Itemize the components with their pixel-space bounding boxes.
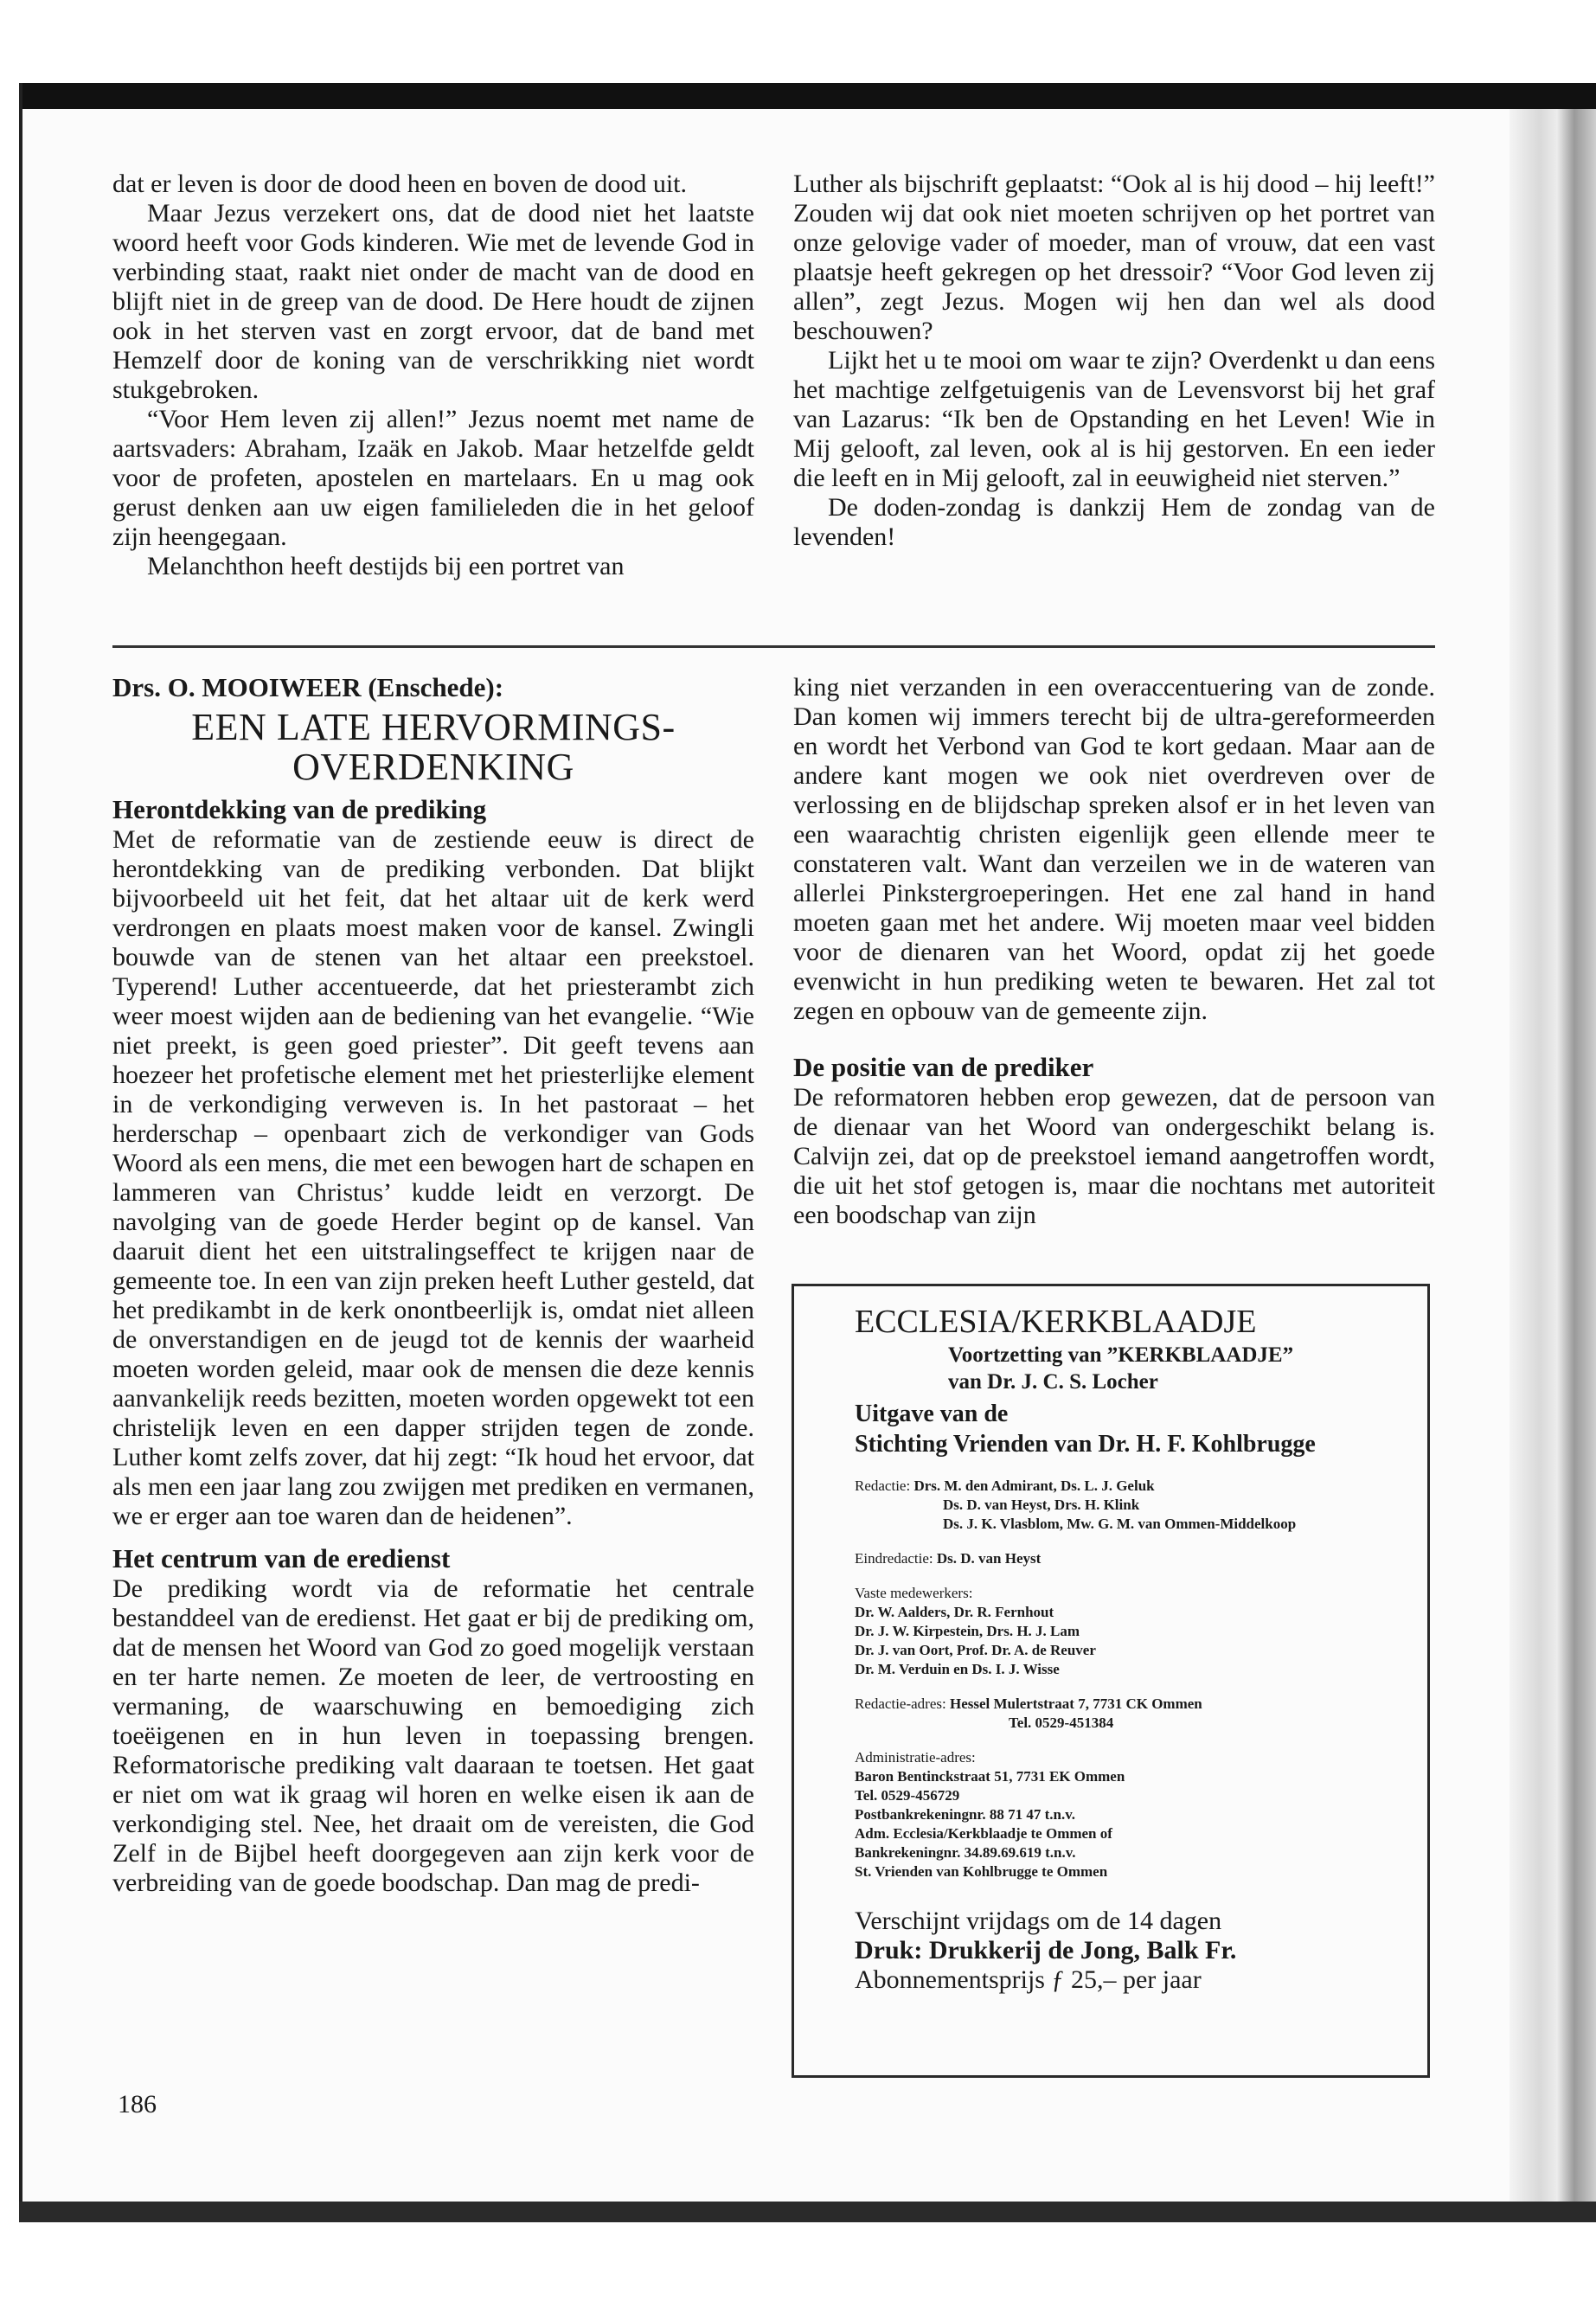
admin-address-block — [855, 1748, 1410, 1881]
editorial-address-block — [855, 1695, 1410, 1733]
contributors-line: Dr. J. W. Kirpestein, Drs. H. J. Lam — [855, 1623, 1080, 1639]
top-right-column — [793, 170, 1435, 552]
scan-edge-top — [19, 83, 1596, 109]
article-title-line: OVERDENKING — [292, 746, 574, 788]
final-editor-label: Eindredactie: — [855, 1550, 933, 1567]
printer-line: Druk: Drukkerij de Jong, Balk Fr. — [855, 1936, 1237, 1965]
section-divider — [112, 645, 1435, 648]
editors-line: Ds. J. K. Vlasblom, Mw. G. M. van Ommen-Middelkoop — [943, 1516, 1297, 1532]
scan-edge-bottom — [19, 2202, 1596, 2222]
contributors-block — [855, 1584, 1410, 1679]
admin-line: St. Vrienden van Kohlbrugge te Ommen — [855, 1863, 1108, 1880]
admin-line: Bankrekeningnr. 34.89.69.619 t.n.v. — [855, 1844, 1076, 1861]
contributors-line: Dr. W. Aalders, Dr. R. Fernhout — [855, 1604, 1054, 1620]
contributors-line: Dr. M. Verduin en Ds. I. J. Wisse — [855, 1661, 1060, 1677]
colophon-box — [792, 1284, 1430, 2078]
paragraph: De prediking wordt via de reformatie het centrale bestanddeel van de eredienst. Het gaat er bij de prediking om, dat de mensen het Woord van God zo goed mogelijk verstaan en ter harte nemen. Ze moeten de leer, de vertroosting en vermaning, de waarschuwing en bemoediging zich toeëigenen en in hun leven in toepassing brengen. Reformatorische prediking valt daaraan te toetsen. Het gaat er niet om wat ik graag wil horen en welke eisen ik aan de verkondiging stel. Nee, het draait om de vereisten, die God Zelf in de Bijbel heeft doorgegeven aan zijn kerk voor de verbreiding van de goede boodschap. Dan mag de predi- — [112, 1574, 754, 1897]
editors-label: Redactie: — [855, 1477, 911, 1494]
article-author: Drs. O. MOOIWEER (Enschede): — [112, 672, 504, 702]
final-editor-block — [855, 1549, 1410, 1568]
final-editor: Ds. D. van Heyst — [936, 1550, 1042, 1567]
publisher-line: Uitgave van de — [855, 1400, 1009, 1427]
section-heading: Herontdekking van de prediking — [112, 794, 487, 824]
masthead-subtitle: Voortzetting van ”KERKBLAADJE” — [948, 1343, 1294, 1367]
article-title — [112, 708, 754, 787]
editors-line: Drs. M. den Admirant, Ds. L. J. Geluk — [913, 1477, 1155, 1494]
masthead: ECCLESIA/KERKBLAADJE — [855, 1304, 1257, 1340]
contributors-line: Dr. J. van Oort, Prof. Dr. A. de Reuver — [855, 1642, 1096, 1658]
publication-frequency: Verschijnt vrijdags om de 14 dagen — [855, 1907, 1222, 1935]
paragraph: “Voor Hem leven zij allen!” Jezus noemt met name de aartsvaders: Abraham, Izaäk en Jakob. Maar hetzelfde geldt voor de profeten, apostelen en martelaars. En u mag ook gerust denken aan uw eigen familieleden die in het geloof zijn heengegaan. — [112, 405, 754, 551]
paragraph: Lijkt het u te mooi om waar te zijn? Overdenkt u dan eens het machtige zelfgetuigenis van de Levensvorst bij het graf van Lazarus: “Ik ben de Opstanding en het Leven! Wie in Mij gelooft, zal leven, ook al is hij gestorven. En een ieder die leeft en in Mij gelooft, zal in eeuwigheid niet sterven.” — [793, 346, 1435, 492]
editors-block — [855, 1477, 1410, 1534]
scan-edge-right — [1509, 109, 1596, 2202]
section-heading: Het centrum van de eredienst — [112, 1543, 451, 1574]
paragraph: Luther als bijschrift geplaatst: “Ook al is hij dood – hij leeft!” Zouden wij dat ook niet moeten schrijven op het portret van onze gelovige vader of moeder, man of vrouw, dat een vast plaatsje heeft gekregen op het dressoir? “Voor God leven zij allen”, zegt Jezus. Mogen wij hen dan wel als dood beschouwen? — [793, 170, 1435, 345]
admin-address-label: Administratie-adres: — [855, 1749, 976, 1766]
contributors-label: Vaste medewerkers: — [855, 1585, 973, 1601]
article-left-column — [112, 673, 754, 1898]
editors-line: Ds. D. van Heyst, Drs. H. Klink — [943, 1497, 1140, 1513]
paragraph: dat er leven is door de dood heen en boven de dood uit. — [112, 170, 687, 198]
paragraph: Maar Jezus verzekert ons, dat de dood niet het laatste woord heeft voor Gods kinderen. Wie met de levende God in verbinding staat, raakt niet onder de macht van de dood en blijft niet in de greep van de dood. De Here houdt de zijnen ook in het sterven vast en zorgt ervoor, dat de band met Hemzelf door de koning van de verschrikking niet wordt stukgebroken. — [112, 199, 754, 404]
paragraph: Melanchthon heeft destijds bij een portret van — [147, 552, 625, 580]
editorial-phone: Tel. 0529-451384 — [1009, 1715, 1114, 1731]
admin-line: Baron Bentinckstraat 51, 7731 EK Ommen — [855, 1768, 1125, 1785]
admin-line: Tel. 0529-456729 — [855, 1787, 960, 1804]
subscription-price: Abonnementsprijs ƒ 25,– per jaar — [855, 1965, 1202, 1994]
paragraph: De reformatoren hebben erop gewezen, dat de persoon van de dienaar van het Woord van ondergeschikt belang is. Calvijn zei, dat op de preekstoel iemand aangetroffen wordt, die uit het stof getogen is, maar die nochtans met autoriteit een boodschap van zijn — [793, 1083, 1435, 1229]
top-left-column — [112, 170, 754, 581]
section-heading: De positie van de prediker — [793, 1052, 1094, 1082]
editorial-address-label: Redactie-adres: — [855, 1695, 946, 1712]
paragraph: king niet verzanden in een overaccentuering van de zonde. Dan komen wij immers terecht bij de ultra-gereformeerden en wordt het Verbond van God te kort gedaan. Maar aan de andere kant mogen we ook niet overdreven over de verlossing en de blijdschap spreken alsof er in het leven van een waarachtig christen eigenlijk geen ellende meer te constateren valt. Want dan verzeilen we in de wateren van allerlei Pinkstergroeperingen. Het ene zal hand in hand moeten gaan met het andere. Wij moeten maar veel bidden voor de dienaren van het Woord, opdat zij het goede evenwicht in hun prediking weten te bewaren. Het zal tot zegen en opbouw van de gemeente zijn. — [793, 673, 1435, 1025]
article-title-line: EEN LATE HERVORMINGS- — [191, 706, 676, 748]
masthead-subtitle: van Dr. J. C. S. Locher — [948, 1370, 1158, 1394]
article-right-column — [793, 673, 1435, 1230]
publisher-line: Stichting Vrienden van Dr. H. F. Kohlbrugge — [855, 1431, 1316, 1458]
paragraph: Met de reformatie van de zestiende eeuw is direct de herontdekking van de prediking verbonden. Dat blijkt bijvoorbeeld uit het feit, dat het altaar uit de kerk werd verdrongen en plaats moest maken voor de kansel. Zwingli bouwde van de stenen van het altaar een preekstoel. Typerend! Luther accentueerde, dat het priesterambt zich weer moest wijden aan de bediening van het evangelie. “Wie niet preekt, is geen goed priester”. Dit geeft tevens aan hoezeer het profetische element met het priesterlijke element in de verkondiging verweven is. In het pastoraat – het herderschap – openbaart zich de verkondiger van Gods Woord als een mens, die met een bewogen hart de schapen en lammeren van Christus’ kudde leidt en verzorgt. De navolging van de goede Herder begint op de kansel. Van daaruit dient het een uitstralingseffect te krijgen naar de gemeente toe. In een van zijn preken heeft Luther gesteld, dat het predikambt in de kerk onontbeerlijk is, omdat niet alleen de onverstandigen en de jeugd tot de kennis der waarheid moeten worden geleid, maar ook de mensen die deze kennis aanvankelijk reeds bezitten, moeten worden opgewekt tot een christelijk leven en een dapper strijden tegen de zonde. Luther komt zelfs zover, dat hij zegt: “Ik houd het ervoor, dat als men een jaar lang zou zwijgen met prediken en vermanen, we er erger aan toe waren dan de heidenen”. — [112, 825, 754, 1530]
paragraph: De doden-zondag is dankzij Hem de zondag van de levenden! — [793, 493, 1435, 551]
page-number: 186 — [118, 2090, 157, 2118]
editorial-address: Hessel Mulertstraat 7, 7731 CK Ommen — [949, 1695, 1202, 1712]
admin-line: Adm. Ecclesia/Kerkblaadje te Ommen of — [855, 1825, 1112, 1842]
admin-line: Postbankrekeningnr. 88 71 47 t.n.v. — [855, 1806, 1076, 1823]
